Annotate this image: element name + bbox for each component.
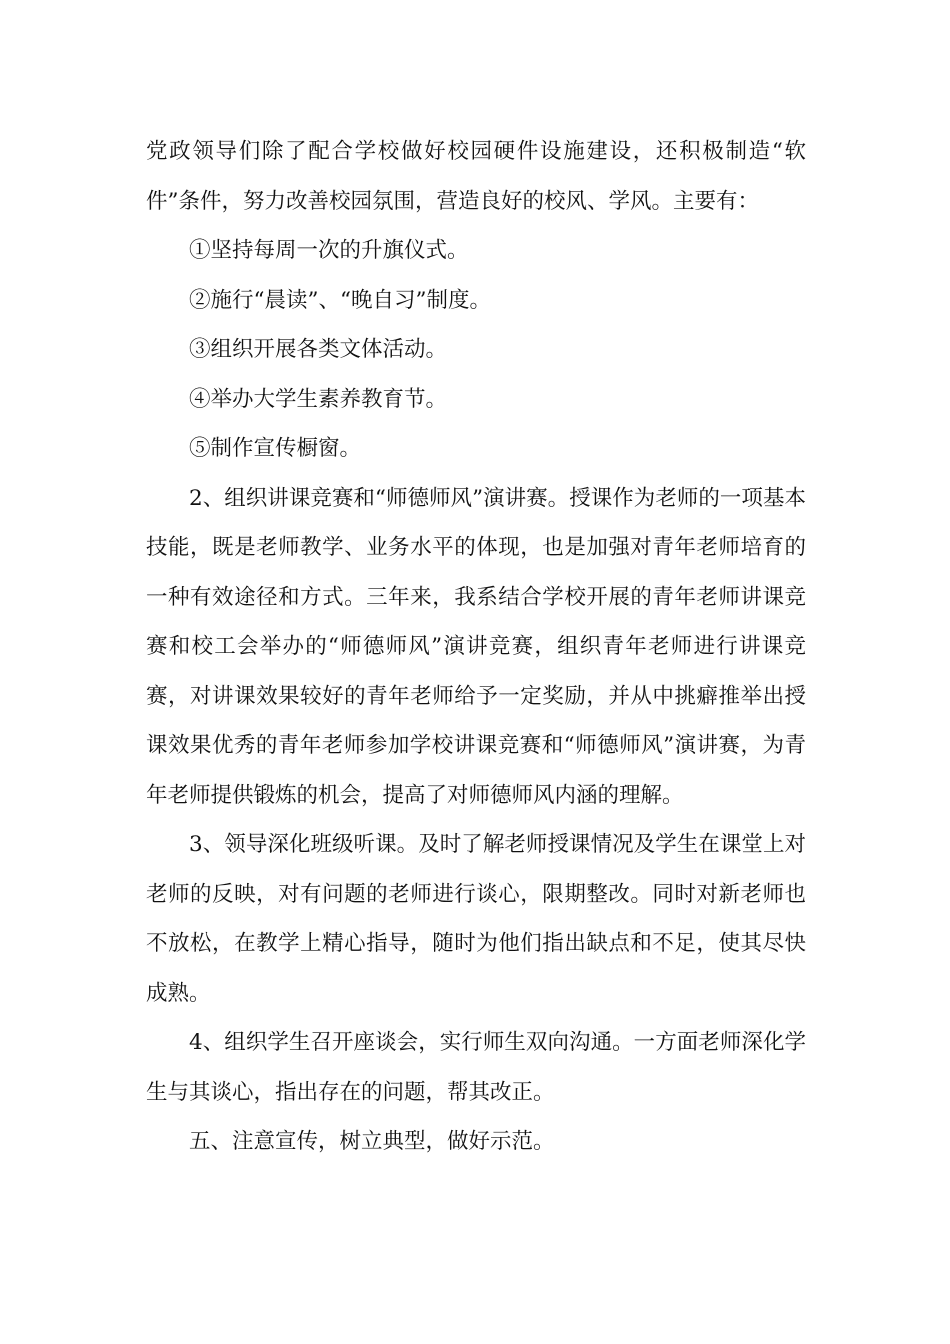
paragraph-section-4: 4、组织学生召开座谈会，实行师生双向沟通。一方面老师深化学生与其谈心，指出存在的问题，帮其改正。 <box>146 1030 806 1105</box>
paragraph-section-3: 3、领导深化班级听课。及时了解老师授课情况及学生在课堂上对老师的反映，对有问题的老师进行谈心，限期整改。同时对新老师也不放松，在教学上精心指导，随时为他们指出缺点和不足，使其尽快成熟。 <box>146 832 806 1006</box>
list-item-activities: ③组织开展各类文体活动。 <box>189 337 448 362</box>
document-body <box>146 127 806 1167</box>
section-heading-5: 五、注意宣传，树立典型，做好示范。 <box>189 1129 555 1154</box>
list-item-education-festival: ④举办大学生素养教育节。 <box>189 386 448 412</box>
list-item-showcase: ⑤制作宣传橱窗。 <box>189 436 362 461</box>
paragraph-section-2: 2、组织讲课竞赛和“师德师风”演讲赛。授课作为老师的一项基本技能，既是老师教学、业务水平的体现，也是加强对青年老师培育的一种有效途径和方式。三年来，我系结合学校开展的青年老师讲课竞赛和校工会举办的“师德师风”演讲竞赛，组织青年老师进行讲课竞赛，对讲课效果较好的青年老师给予一定奖励，并从中挑癖推举出授课效果优秀的青年老师参加学校讲课竞赛和“师德师风”演讲赛，为青年老师提供锻炼的机会，提高了对师德师风内涵的理解。 <box>146 485 806 808</box>
list-item-reading-system: ②施行“晨读”、“晚自习”制度。 <box>189 287 491 313</box>
list-item-flag-ceremony: ①坚持每周一次的升旗仪式。 <box>189 238 469 263</box>
paragraph-intro: 党政领导们除了配合学校做好校园硬件设施建设，还积极制造“软件”条件，努力改善校园氛围，营造良好的校风、学风。主要有： <box>146 139 806 214</box>
